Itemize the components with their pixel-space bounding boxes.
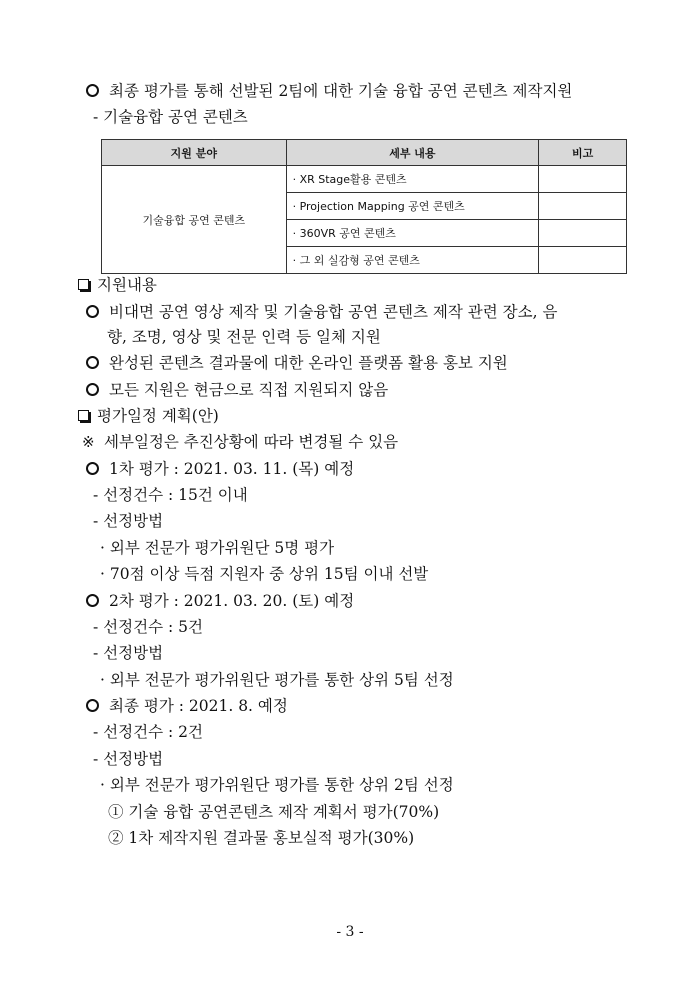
circle-bullet-icon bbox=[86, 699, 99, 712]
table-category-cell: 기술융합 공연 콘텐츠 bbox=[102, 166, 287, 274]
table-header-row bbox=[102, 140, 627, 166]
table-row bbox=[102, 166, 627, 193]
circle-bullet-icon bbox=[86, 84, 99, 97]
page-number: - 3 - bbox=[336, 924, 364, 940]
table-header-field: 지원 분야 bbox=[102, 140, 287, 166]
round2-method: - 선정방법 bbox=[93, 644, 164, 662]
circle-bullet-icon bbox=[86, 356, 99, 369]
circle-bullet-icon bbox=[86, 383, 99, 396]
round2-title: 2차 평가 : 2021. 03. 20. (토) 예정 bbox=[86, 591, 354, 611]
support-bullet-1: 비대면 공연 영상 제작 및 기술융합 공연 콘텐츠 제작 관련 장소, 음 bbox=[86, 302, 557, 322]
intro-line-1: 최종 평가를 통해 선발된 2팀에 대한 기술 융합 공연 콘텐츠 제작지원 bbox=[86, 81, 572, 101]
final-sub-1: ① 기술 융합 공연콘텐츠 제작 계획서 평가(70%) bbox=[108, 803, 440, 821]
circle-bullet-icon bbox=[86, 462, 99, 475]
table-item-cell: · 360VR 공연 콘텐츠 bbox=[286, 220, 539, 247]
table-item-cell: · Projection Mapping 공연 콘텐츠 bbox=[286, 193, 539, 220]
reference-mark-icon: ※ bbox=[82, 433, 95, 451]
final-sub-2: ② 1차 제작지원 결과물 홍보실적 평가(30%) bbox=[108, 829, 415, 847]
table-item-cell: · 그 외 실감형 공연 콘텐츠 bbox=[286, 247, 539, 274]
intro-line-2: - 기술융합 공연 콘텐츠 bbox=[93, 108, 248, 126]
circle-bullet-icon bbox=[86, 594, 99, 607]
square-bullet-icon bbox=[78, 410, 89, 421]
round1-title: 1차 평가 : 2021. 03. 11. (목) 예정 bbox=[86, 459, 354, 479]
final-detail-1: · 외부 전문가 평가위원단 평가를 통한 상위 2팀 선정 bbox=[100, 776, 454, 794]
table-header-remarks: 비고 bbox=[539, 140, 627, 166]
support-bullet-1-cont: 향, 조명, 영상 및 전문 인력 등 일체 지원 bbox=[107, 328, 381, 346]
round1-detail-2: · 70점 이상 득점 지원자 중 상위 15팀 이내 선발 bbox=[100, 565, 429, 583]
round1-detail-1: · 외부 전문가 평가위원단 5명 평가 bbox=[100, 539, 335, 557]
support-table bbox=[101, 139, 627, 274]
support-bullet-2: 완성된 콘텐츠 결과물에 대한 온라인 플랫폼 활용 홍보 지원 bbox=[86, 353, 508, 373]
table-header-detail: 세부 내용 bbox=[286, 140, 539, 166]
table-remarks-cell bbox=[539, 193, 627, 220]
schedule-note: ※ 세부일정은 추진상황에 따라 변경될 수 있음 bbox=[82, 433, 399, 451]
table-remarks-cell bbox=[539, 166, 627, 193]
round1-method: - 선정방법 bbox=[93, 512, 164, 530]
round2-detail-1: · 외부 전문가 평가위원단 평가를 통한 상위 5팀 선정 bbox=[100, 671, 454, 689]
support-heading: 지원내용 bbox=[78, 275, 157, 295]
round2-count: - 선정건수 : 5건 bbox=[93, 618, 203, 636]
schedule-heading: 평가일정 계획(안) bbox=[78, 406, 219, 426]
final-method: - 선정방법 bbox=[93, 750, 164, 768]
circle-bullet-icon bbox=[86, 305, 99, 318]
table-item-cell: · XR Stage활용 콘텐츠 bbox=[286, 166, 539, 193]
table-remarks-cell bbox=[539, 220, 627, 247]
support-bullet-3: 모든 지원은 현금으로 직접 지원되지 않음 bbox=[86, 380, 388, 400]
final-count: - 선정건수 : 2건 bbox=[93, 723, 203, 741]
round1-count: - 선정건수 : 15건 이내 bbox=[93, 486, 248, 504]
table-remarks-cell bbox=[539, 247, 627, 274]
square-bullet-icon bbox=[78, 279, 89, 290]
final-title: 최종 평가 : 2021. 8. 예정 bbox=[86, 696, 288, 716]
